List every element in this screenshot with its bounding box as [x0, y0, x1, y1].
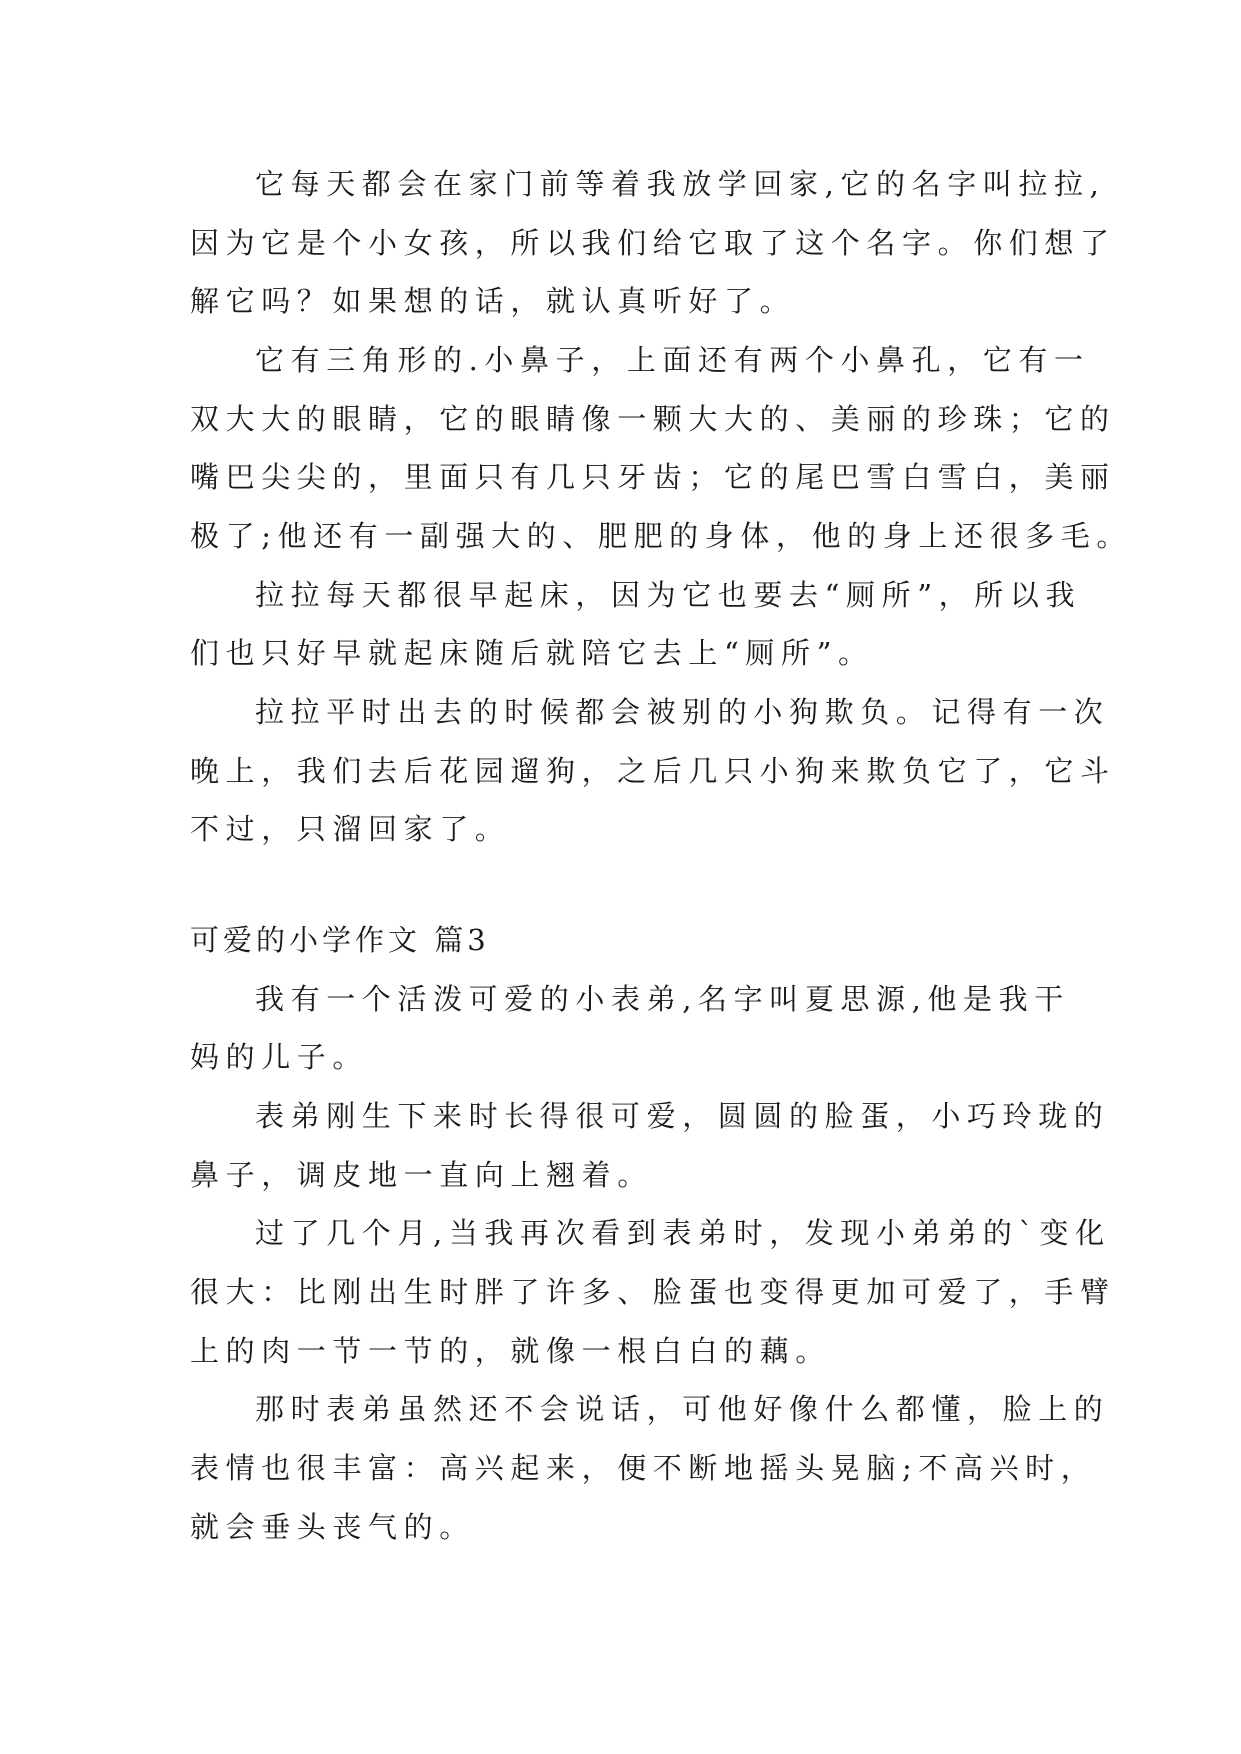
paragraph-line: 表弟刚生下来时长得很可爱，圆圆的脸蛋，小巧玲珑的: [255, 1099, 1110, 1133]
paragraph-line: 不过，只溜回家了。: [190, 812, 511, 846]
paragraph-line: 拉拉平时出去的时候都会被别的小狗欺负。记得有一次: [255, 695, 1110, 729]
paragraph-line: 极了;他还有一副强大的、肥肥的身体，他的身上还很多毛。: [190, 519, 1132, 553]
paragraph-line: 妈的儿子。: [190, 1040, 369, 1074]
paragraph-line: 那时表弟虽然还不会说话，可他好像什么都懂，脸上的: [255, 1392, 1110, 1426]
paragraph-line: 它每天都会在家门前等着我放学回家,它的名字叫拉拉,: [255, 167, 1106, 201]
paragraph-line: 拉拉每天都很早起床，因为它也要去“厕所”，所以我: [255, 578, 1082, 612]
paragraph-line: 上的肉一节一节的，就像一根白白的藕。: [190, 1334, 831, 1368]
paragraph-line: 解它吗？如果想的话，就认真听好了。: [190, 284, 796, 318]
paragraph-line: 嘴巴尖尖的，里面只有几只牙齿；它的尾巴雪白雪白，美丽: [190, 460, 1116, 494]
paragraph-line: 双大大的眼睛，它的眼睛像一颗大大的、美丽的珍珠；它的: [190, 402, 1116, 436]
paragraph-line: 们也只好早就起床随后就陪它去上“厕所”。: [190, 636, 874, 670]
paragraph-line: 它有三角形的.小鼻子，上面还有两个小鼻孔，它有一: [255, 343, 1090, 377]
section-heading: 可爱的小学作文 篇3: [190, 923, 490, 957]
paragraph-line: 就会垂头丧气的。: [190, 1510, 475, 1544]
paragraph-line: 晚上，我们去后花园遛狗，之后几只小狗来欺负它了，它斗: [190, 754, 1116, 788]
paragraph-line: 因为它是个小女孩，所以我们给它取了这个名字。你们想了: [190, 226, 1116, 260]
paragraph-line: 鼻子，调皮地一直向上翘着。: [190, 1158, 653, 1192]
paragraph-line: 很大：比刚出生时胖了许多、脸蛋也变得更加可爱了，手臂: [190, 1275, 1116, 1309]
paragraph-line: 过了几个月,当我再次看到表弟时，发现小弟弟的`变化: [255, 1216, 1111, 1250]
paragraph-line: 表情也很丰富：高兴起来，便不断地摇头晃脑;不高兴时，: [190, 1451, 1097, 1485]
paragraph-line: 我有一个活泼可爱的小表弟,名字叫夏思源,他是我干: [255, 982, 1070, 1016]
